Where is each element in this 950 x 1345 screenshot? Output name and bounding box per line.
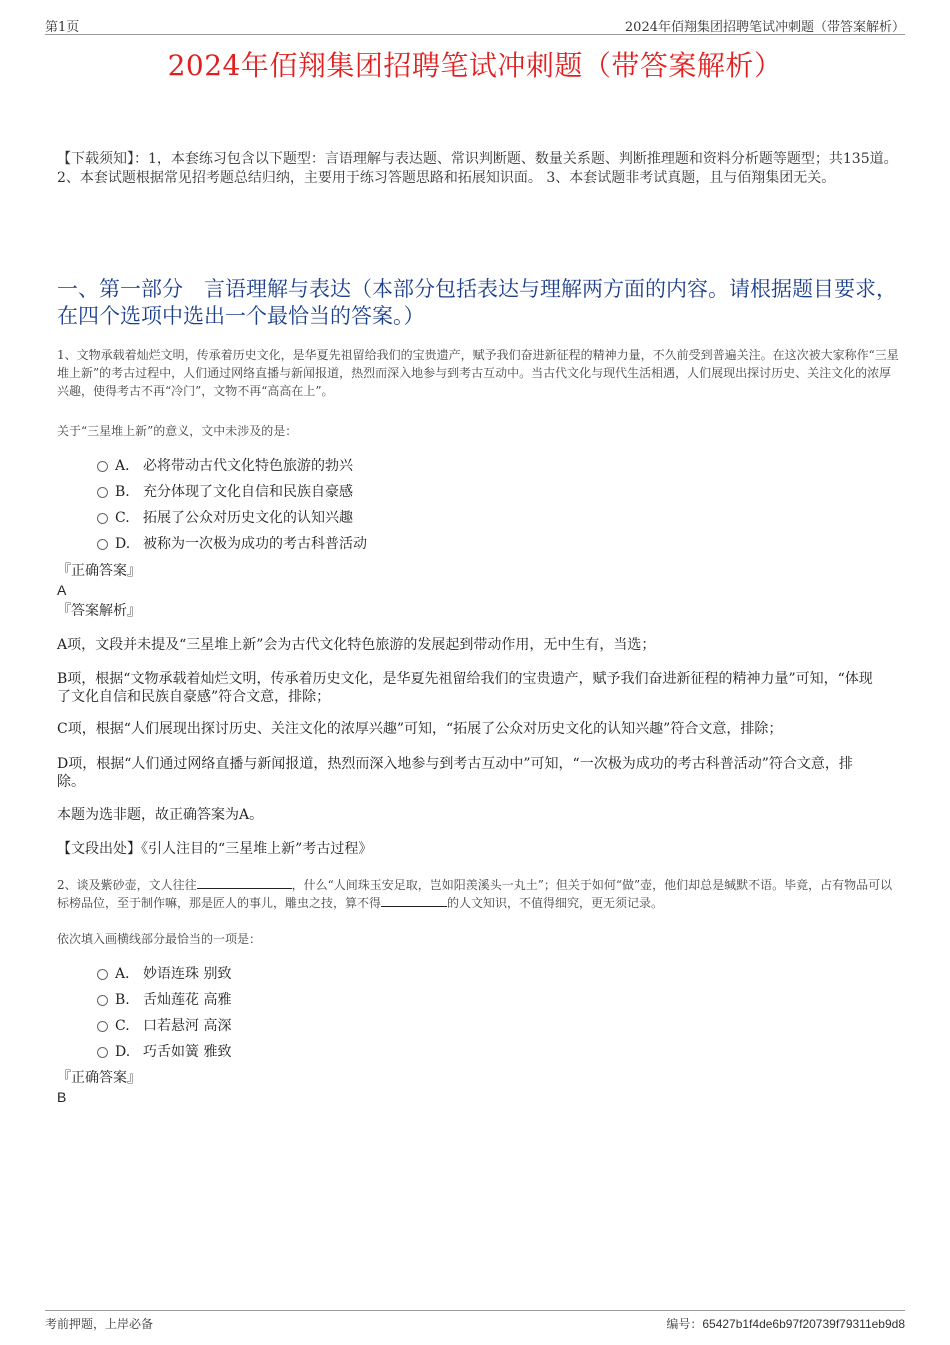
page-footer bbox=[45, 1310, 905, 1335]
q1-option-c[interactable]: C. 拓展了公众对历史文化的认知兴趣 bbox=[97, 505, 797, 531]
radio-icon[interactable] bbox=[97, 461, 108, 472]
q1-option-b[interactable]: B. 充分体现了文化自信和民族自豪感 bbox=[97, 479, 797, 505]
q1-analysis-b: B项，根据“文物承载着灿烂文明，传承着历史文化，是华夏先祖留给我们的宝贵遗产，赋予我们奋进新征程的精神力量”可知，“体现了文化自信和民族自豪感”符合文意，排除； bbox=[57, 671, 873, 705]
q1-option-d[interactable]: D. 被称为一次极为成功的考古科普活动 bbox=[97, 531, 797, 557]
q2-passage: 2、谈及紫砂壶，文人往往 ，什么“人间珠玉安足取，岂如阳羡溪头一丸土”；但关于如何“做”壶，他们却总是缄默不语。毕竟，占有物品可以标榜品位，至于制作嘛，那是匠人的事儿，雕虫之技，算不得 的人文知识，不值得细究，更无须记录。 bbox=[57, 878, 893, 910]
q2-option-a[interactable]: A． 妙语连珠 别致 bbox=[97, 961, 797, 987]
page-number: 第1页 bbox=[45, 20, 80, 35]
header-doc-title: 2024年佰翔集团招聘笔试冲刺题（带答案解析） bbox=[624, 20, 905, 35]
q1-answer: A bbox=[57, 582, 67, 598]
q1-prompt: 关于“三星堆上新”的意义，文中未涉及的是： bbox=[57, 424, 298, 438]
q2-answer-label: 『正确答案』 bbox=[57, 1070, 141, 1086]
q2-option-c[interactable]: C. 口若悬河 高深 bbox=[97, 1013, 797, 1039]
download-notice: 【下载须知】：1，本套练习包含以下题型：言语理解与表达题、常识判断题、数量关系题、判断推理题和资料分析题等题型；共135道。 2、本套试题根据常见招考题总结归纳，主要用于练习答题思路和拓展知识面。 3、本套试题非考试真题，且与佰翔集团无关。 bbox=[57, 151, 898, 186]
q1-option-a[interactable]: A． 必将带动古代文化特色旅游的勃兴 bbox=[97, 453, 797, 479]
radio-icon[interactable] bbox=[97, 995, 108, 1006]
radio-icon[interactable] bbox=[97, 969, 108, 980]
q1-analysis-a: A项，文段并未提及“三星堆上新”会为古代文化特色旅游的发展起到带动作用，无中生有，当选； bbox=[57, 637, 656, 653]
footer-slogan: 考前押题，上岸必备 bbox=[45, 1317, 154, 1331]
q1-answer-label: 『正确答案』 bbox=[57, 563, 141, 579]
radio-icon[interactable] bbox=[97, 1047, 108, 1058]
radio-icon[interactable] bbox=[97, 513, 108, 524]
q2-prompt: 依次填入画横线部分最恰当的一项是： bbox=[57, 932, 262, 946]
radio-icon[interactable] bbox=[97, 1021, 108, 1032]
q1-analysis-label: 『答案解析』 bbox=[57, 603, 141, 619]
radio-icon[interactable] bbox=[97, 487, 108, 498]
q2-option-d[interactable]: D. 巧舌如簧 雅致 bbox=[97, 1039, 797, 1065]
q1-source: 【文段出处】《引人注目的“三星堆上新”考古过程》 bbox=[57, 841, 373, 857]
radio-icon[interactable] bbox=[97, 539, 108, 550]
q1-analysis-c: C项，根据“人们展现出探讨历史、关注文化的浓厚兴趣”可知，“拓展了公众对历史文化的认知兴趣”符合文意，排除； bbox=[57, 721, 783, 737]
page-header bbox=[45, 14, 905, 35]
blank-2 bbox=[381, 894, 447, 907]
q1-conclusion: 本题为选非题，故正确答案为A。 bbox=[57, 807, 264, 823]
q2-options bbox=[97, 961, 797, 1065]
footer-code: 编号：65427b1f4de6b97f20739f79311eb9d8 bbox=[666, 1317, 905, 1331]
blank-1 bbox=[197, 876, 292, 889]
page-title: 2024年佰翔集团招聘笔试冲刺题（带答案解析） bbox=[167, 49, 783, 82]
q1-passage: 1、文物承载着灿烂文明，传承着历史文化，是华夏先祖留给我们的宝贵遗产，赋予我们奋进新征程的精神力量，不久前受到普遍关注。在这次被大家称作“三星堆上新”的考古过程中，人们通过网络直播与新闻报道，热烈而深入地参与到考古互动中。当古代文化与现代生活相遇，人们展现出探讨历史、关注文化的浓厚兴趣，使得考古不再“冷门”，文物不再“高高在上”。 bbox=[57, 348, 899, 398]
q1-analysis-d: D项，根据“人们通过网络直播与新闻报道，热烈而深入地参与到考古互动中”可知，“一次极为成功的考古科普活动”符合文意，排除。 bbox=[57, 756, 853, 790]
q1-options bbox=[97, 453, 797, 557]
q2-option-b[interactable]: B. 舌灿莲花 高雅 bbox=[97, 987, 797, 1013]
section-heading: 一、第一部分 言语理解与表达（本部分包括表达与理解两方面的内容。请根据题目要求，在四个选项中选出一个最恰当的答案。） bbox=[57, 277, 897, 328]
q2-answer: B bbox=[57, 1089, 67, 1105]
